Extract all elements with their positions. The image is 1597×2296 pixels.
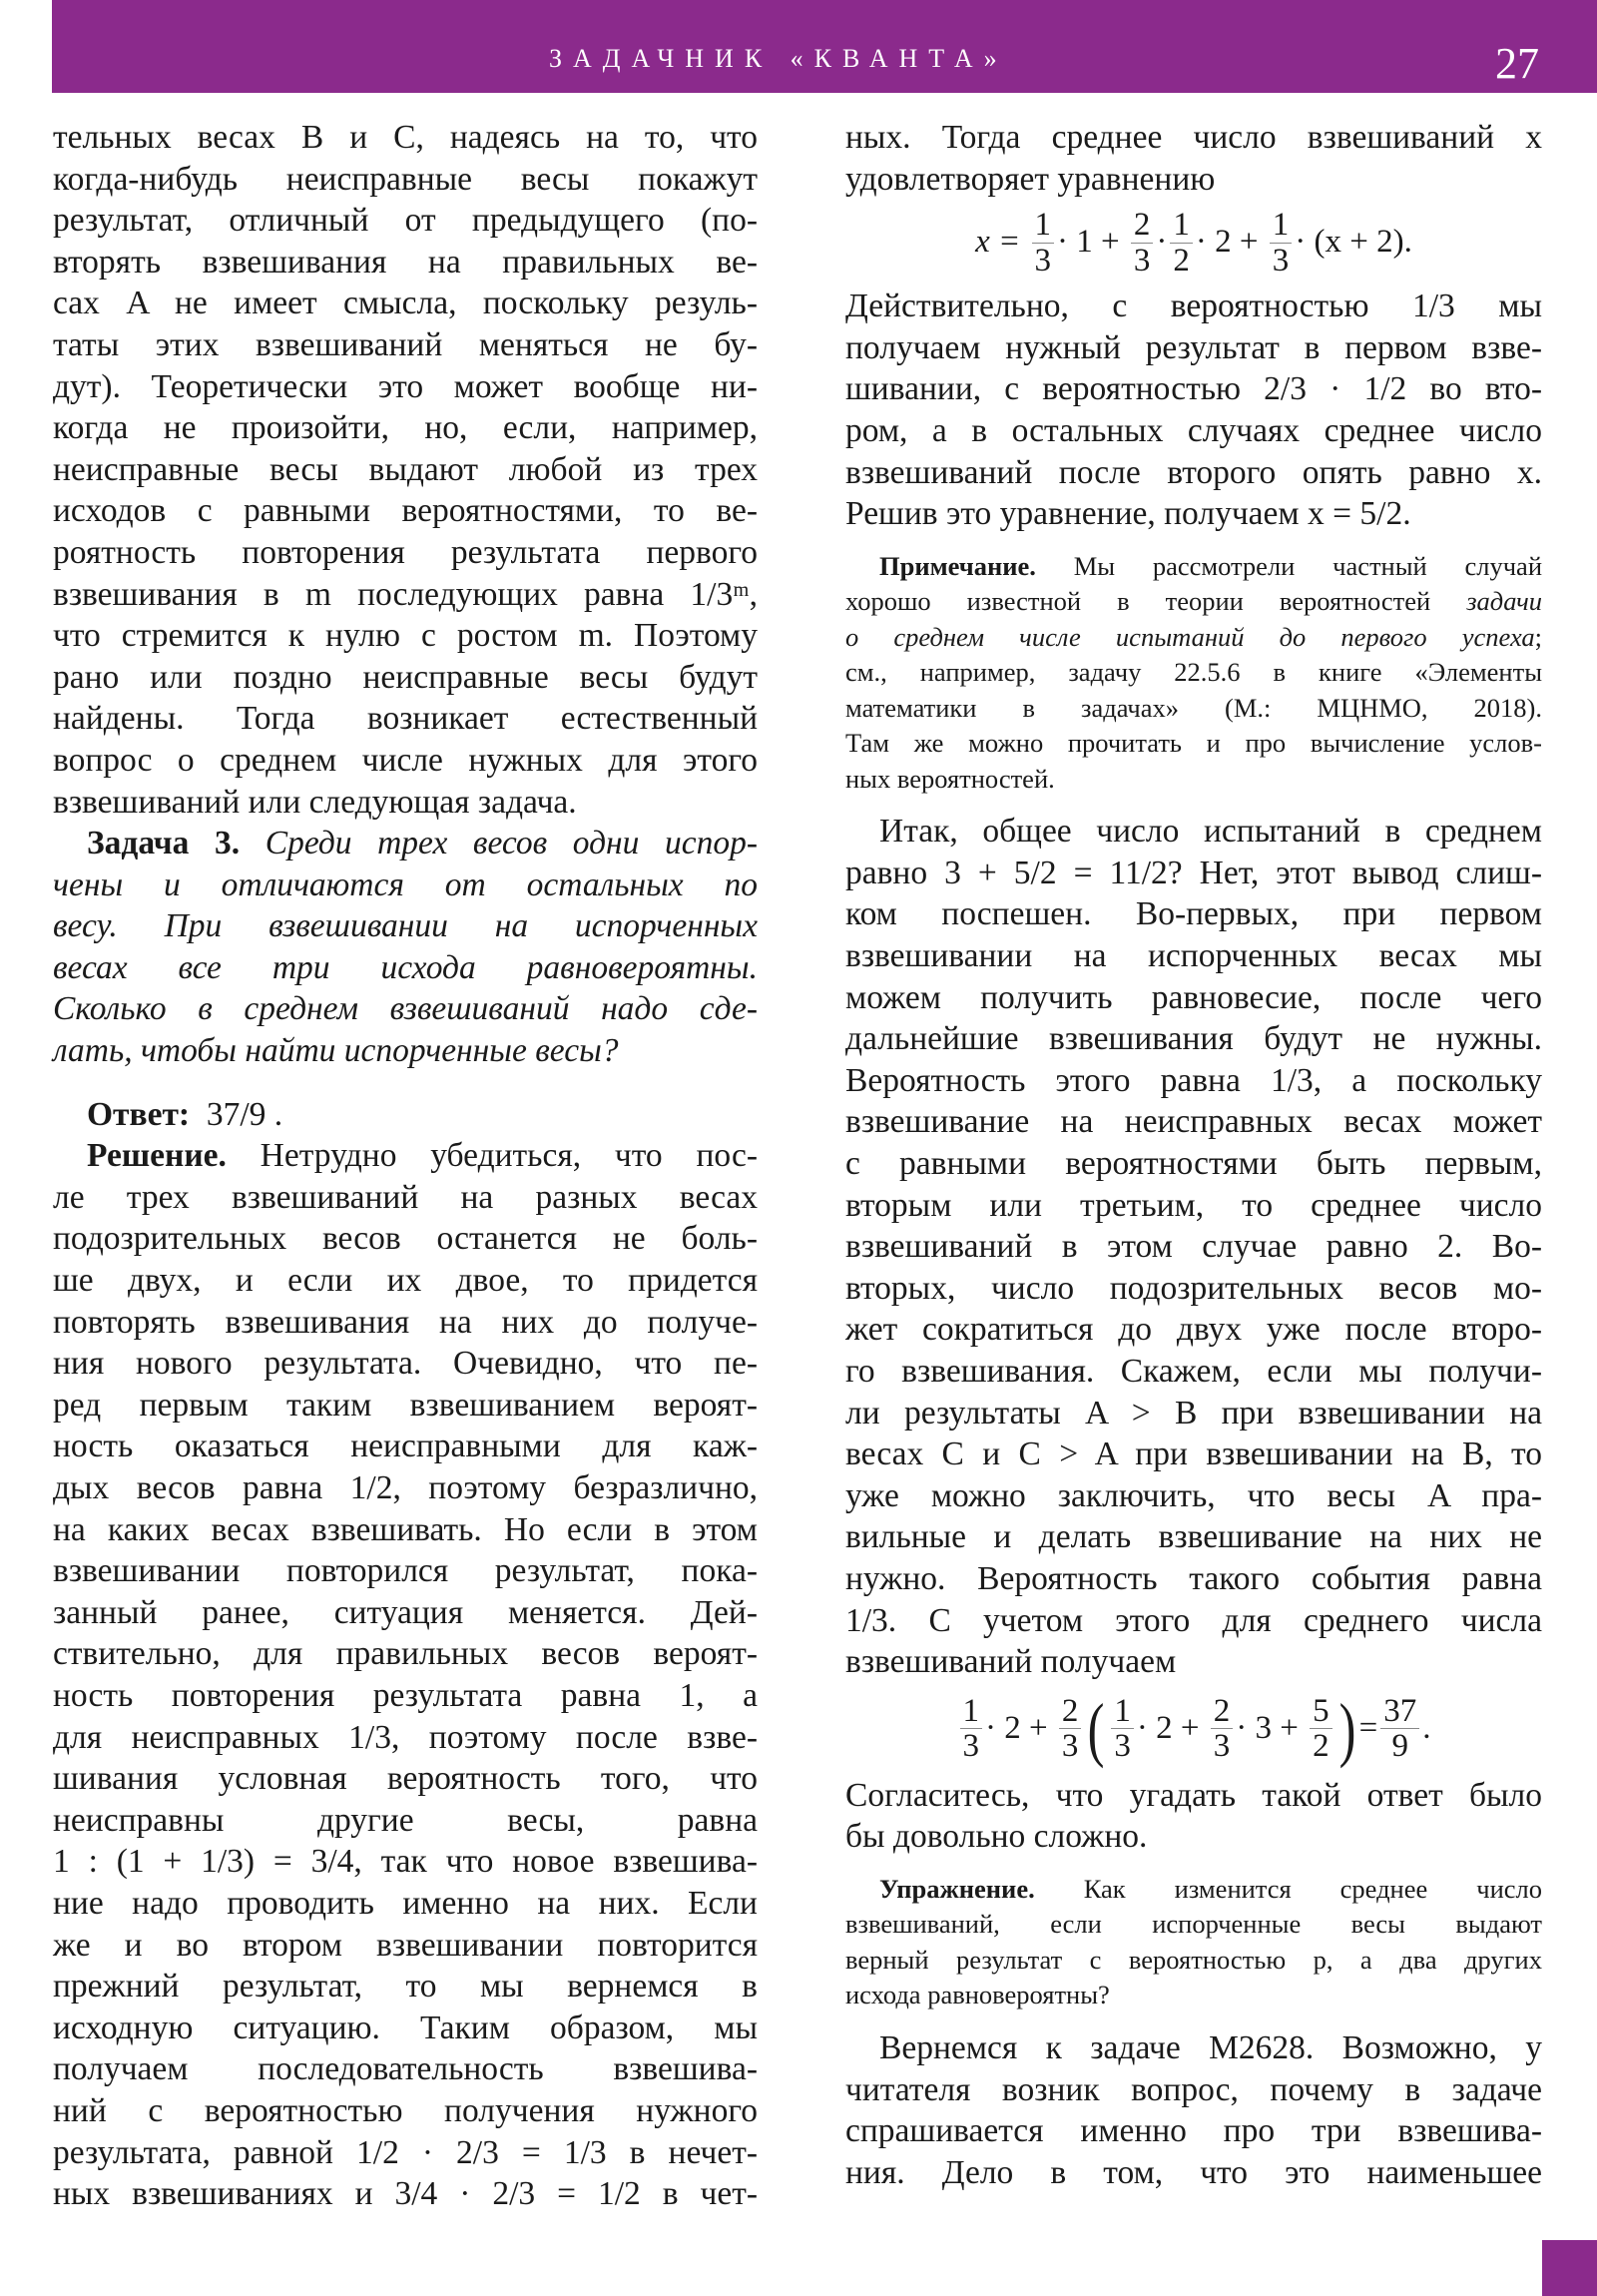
text-line: математики в задачах» (М.: МЦНМО, 2018). — [845, 692, 1542, 723]
text-line: получаем нужный результат в первом взве- — [845, 328, 1542, 366]
text-line: повторять взвешивания на них до получе- — [53, 1303, 758, 1341]
text-line: ных вероятностей. — [845, 763, 1055, 794]
text-line: бы довольно сложно. — [845, 1818, 1148, 1856]
text-line: взвешиваний, если испорченные весы выдают — [845, 1909, 1542, 1940]
solution: Решение. Нетрудно убедиться, что пос- ле трех взвешиваний на разных весах подозрительных весов останется не боль- ше двух, и если их двое, то придется повторять взвешивания на них до получе- ния нового результата. Очевидно, что пе- ред первым таким взвешиванием вероят- ность оказаться неисправными для каж- дых весов равна 1/2, поэтому безразлично, на каких весах взвешивать. Но если в этом взвешивании повторился результат, пока- занный ранее, ситуация меняется. Дей- ствительно, для правильных весов вероят- ность повторения результата равна 1, а для неисправных 1/3, поэтому после взве- шивания условная вероятность того, что неисправны другие весы, равна 1 : (1 + 1/3) = 3/4, так что новое взвешива- ние надо проводить именно на них. Если же и во втором взвешивании повторится прежний результат, то мы вернемся в исходную ситуацию. Таким образом, мы получаем последовательность взвешива- ний с вероятностью получения нужного результата, равной 1/2 · 2/3 = 1/3 в нечет- ных взвешиваниях и 3/4 · 2/3 = 1/2 в чет- — [53, 1135, 758, 2214]
text-line: уже можно заключить, что весы A пра- — [845, 1476, 1542, 1514]
text-line: Там же можно прочитать и про вычисление услов- — [845, 728, 1542, 759]
problem-text: лать, чтобы найти испорченные весы? — [53, 1032, 619, 1070]
equation-x: x = $\frac{1}{3}$ · 1 + $\frac{2}{3}$ · $\frac{1}{2}$ · 2 + $\frac{1}{3}$ · (x + 2). — [975, 207, 1412, 279]
solution-label: Решение. — [87, 1137, 227, 1175]
text-line: когда-нибудь неисправные весы покажут — [53, 160, 758, 198]
text-line: ле трех взвешиваний на разных весах — [53, 1178, 758, 1216]
problem-text: весах все три исхода равновероятны. — [53, 948, 758, 986]
text-line: дальнейшие взвешивания будут не нужны. — [845, 1020, 1542, 1058]
problem-text: Сколько в среднем взвешиваний надо сде- — [53, 990, 758, 1028]
page-number: 27 — [1495, 39, 1539, 88]
text-line: дых весов равна 1/2, поэтому безразлично, — [53, 1469, 758, 1506]
text-line: взвешивании на испорченных весах мы — [845, 937, 1542, 975]
problem-statement — [53, 823, 758, 1072]
text-line: шивании, с вероятностью 2/3 · 1/2 во вто- — [845, 370, 1542, 408]
paragraph — [845, 1775, 1542, 1858]
fraction: $\frac{1}{3}$ — [1111, 1694, 1134, 1764]
text-line: Решив это уравнение, получаем x = 5/2. — [845, 495, 1411, 533]
answer — [53, 1094, 758, 1136]
journal-section-title: ЗАДАЧНИК «КВАНТА» — [549, 44, 1008, 73]
text-line: взвешиваний в этом случае равно 2. Во- — [845, 1228, 1542, 1266]
text-line: ствительно, для правильных весов вероят- — [53, 1635, 758, 1673]
fraction: $\frac{1}{3}$ — [1032, 208, 1055, 278]
text-line: ний с вероятностью получения нужного — [53, 2091, 758, 2129]
fraction: $\frac{1}{2}$ — [1170, 208, 1193, 278]
problem-label: Задача 3. — [87, 825, 241, 862]
equation-average: $\frac{1}{3}$ · 2 + $\frac{2}{3}$ ( $\frac{1}{3}$ · 2 + $\frac{2}{3}$ · 3 + $\frac{5}{2}$ ) = $\frac{37}{9}$ . — [845, 1683, 1542, 1775]
text-line: ность повторения результата равна 1, а — [53, 1676, 758, 1714]
text-line: неисправные весы выдают любой из трех — [53, 450, 758, 488]
paragraph — [845, 286, 1542, 535]
text-line: вторять взвешивания на правильных ве- — [53, 243, 758, 281]
text-line: ния. Дело в том, что это наименьшее — [845, 2153, 1542, 2191]
text-line: занный ранее, ситуация меняется. Дей- — [53, 1593, 758, 1631]
text-line: роятность повторения результата первого — [53, 533, 758, 571]
problem-text: Среди трех весов одни испор- — [265, 825, 759, 862]
text-line: ли результаты A > B при взвешивании на — [845, 1394, 1542, 1432]
right-paren: ) — [1338, 1688, 1355, 1769]
text-line: что стремится к нулю с ростом m. Поэтому — [53, 617, 758, 655]
text-line: ных взвешиваниях и 3/4 · 2/3 = 1/2 в чет- — [53, 2175, 758, 2213]
text-line: верный результат с вероятностью p, а два других — [845, 1944, 1542, 1975]
fraction: $\frac{2}{3}$ — [1131, 208, 1154, 278]
text-line: вторым или третьим, то среднее число — [845, 1186, 1542, 1224]
text-line: взвешивание на неисправных весах может — [845, 1103, 1542, 1141]
text-line: ше двух, и если их двое, то придется — [53, 1262, 758, 1300]
text-line: вопрос о среднем числе нужных для этого — [53, 741, 758, 779]
text-line: тельных весах B и C, надеясь на то, что — [53, 119, 758, 156]
text-line: исходную ситуацию. Таким образом, мы — [53, 2009, 758, 2046]
text-line: рано или поздно неисправные весы будут — [53, 658, 758, 696]
fraction: $\frac{2}{3}$ — [1059, 1694, 1082, 1764]
exercise-label: Упражнение. — [879, 1873, 1035, 1904]
fraction: $\frac{2}{3}$ — [1211, 1694, 1234, 1764]
left-column — [53, 117, 758, 2215]
left-paren: ( — [1087, 1688, 1105, 1769]
text-line: Согласитесь, что угадать такой ответ было — [845, 1776, 1542, 1814]
text-line: когда не произойти, но, если, например, — [53, 409, 758, 447]
text-line: вторых, число подозрительных весов мо- — [845, 1269, 1542, 1307]
note-block: Примечание. Мы рассмотрели частный случай хорошо известной в теории вероятностей задачи о среднем числе испытаний до первого успеха; см., например, задачу 22.5.6 в книге «Элементы математики в задачах» (М.: МЦНМО, 2018). Там же можно прочитать и про вычисление услов- ных вероятностей. — [845, 549, 1542, 798]
exercise-block: Упражнение. Как изменится среднее число взвешиваний, если испорченные весы выдают верный результат с вероятностью p, а два других исхода равновероятны? — [845, 1872, 1542, 2013]
text-line: взвешиваний после второго опять равно x. — [845, 453, 1542, 491]
text-line: исходов с равными вероятностями, то ве- — [53, 492, 758, 530]
text-line: неисправны другие весы, равна — [53, 1801, 758, 1839]
fraction: $\frac{1}{3}$ — [1270, 208, 1293, 278]
text-line: можем получить равновесие, после чего — [845, 978, 1542, 1016]
text-line: спрашивается именно про три взвешива- — [845, 2112, 1542, 2150]
problem-text: весу. При взвешивании на испорченных — [53, 907, 758, 945]
text-line: шивания условная вероятность того, что — [53, 1760, 758, 1798]
text-line: см., например, задачу 22.5.6 в книге «Элементы — [845, 657, 1542, 688]
text-line: дут). Теоретически это может вообще ни- — [53, 367, 758, 405]
note-label: Примечание. — [879, 550, 1036, 581]
text-line: нужно. Вероятность такого события равна — [845, 1559, 1542, 1597]
text-line: взвешивании повторился результат, пока- — [53, 1552, 758, 1590]
page-header — [52, 0, 1597, 93]
text-line: Вернемся к задаче М2628. Возможно, у — [879, 2028, 1542, 2066]
text-line: взвешивания в m последующих равна 1/3ᵐ, — [53, 575, 758, 613]
text-line: 1/3. С учетом этого для среднего числа — [845, 1601, 1542, 1639]
text-line: ния нового результата. Очевидно, что пе- — [53, 1345, 758, 1383]
right-column — [845, 117, 1542, 2193]
text-line: ром, а в остальных случаях среднее число — [845, 411, 1542, 449]
answer-label: Ответ: — [87, 1095, 191, 1133]
problem-text: чены и отличаются от остальных по — [53, 865, 758, 903]
text-line: же и во втором взвешивании повторится — [53, 1926, 758, 1964]
text-line: исхода равновероятны? — [845, 1980, 1110, 2010]
text-line: взвешиваний получаем — [845, 1643, 1177, 1681]
text-line: вильные и делать взвешивание на них не — [845, 1518, 1542, 1556]
paragraph — [845, 2027, 1542, 2193]
text-line: получаем последовательность взвешива- — [53, 2050, 758, 2088]
text-line: подозрительных весов останется не боль- — [53, 1220, 758, 1258]
text-line: жет сократиться до двух уже после второ- — [845, 1311, 1542, 1349]
text-line: таты этих взвешиваний меняться не бу- — [53, 325, 758, 363]
text-line: результат, отличный от предыдущего (по- — [53, 202, 758, 240]
text-line: ность оказаться неисправными для каж- — [53, 1428, 758, 1465]
fraction: $\frac{1}{3}$ — [960, 1694, 983, 1764]
page-corner-marker — [1542, 2240, 1597, 2296]
text-line: прежний результат, то мы вернемся в — [53, 1968, 758, 2006]
text-line: с равными вероятностями быть первым, — [845, 1145, 1542, 1182]
text-line: взвешиваний или следующая задача. — [53, 783, 577, 821]
text-line: 1 : (1 + 1/3) = 3/4, так что новое взвешива- — [53, 1843, 758, 1881]
answer-value: 37/9 . — [206, 1095, 283, 1133]
text-line: Действительно, с вероятностью 1/3 мы — [845, 287, 1542, 325]
text-line: Вероятность этого равна 1/3, а поскольку — [845, 1061, 1542, 1099]
text-line: удовлетворяет уравнению — [845, 160, 1216, 198]
text-line: ред первым таким взвешиванием вероят- — [53, 1386, 758, 1424]
text-line: найдены. Тогда возникает естественный — [53, 700, 758, 738]
text-line: на каких весах взвешивать. Но если в этом — [53, 1510, 758, 1548]
text-line: ком поспешен. Во-первых, при первом — [845, 895, 1542, 933]
text-line: равно 3 + 5/2 = 11/2? Нет, этот вывод слиш- — [845, 854, 1542, 891]
paragraph — [845, 811, 1542, 1682]
fraction: $\frac{5}{2}$ — [1310, 1694, 1332, 1764]
intro-paragraph — [53, 117, 758, 823]
text-line: сах A не имеет смысла, поскольку резуль- — [53, 285, 758, 322]
text-line: го взвешивания. Скажем, если мы получи- — [845, 1352, 1542, 1390]
text-line: весах C и C > A при взвешивании на B, то — [845, 1435, 1542, 1473]
text-line: для неисправных 1/3, поэтому после взве- — [53, 1718, 758, 1756]
text-line: Итак, общее число испытаний в среднем — [879, 813, 1542, 851]
fraction: $\frac{37}{9}$ — [1380, 1694, 1419, 1764]
text-line: читателя возник вопрос, почему в задаче — [845, 2070, 1542, 2108]
text-line: ние надо проводить именно на них. Если — [53, 1884, 758, 1922]
text-line: ных. Тогда среднее число взвешиваний x — [845, 119, 1542, 156]
text-line: результата, равной 1/2 · 2/3 = 1/3 в нечет- — [53, 2133, 758, 2171]
